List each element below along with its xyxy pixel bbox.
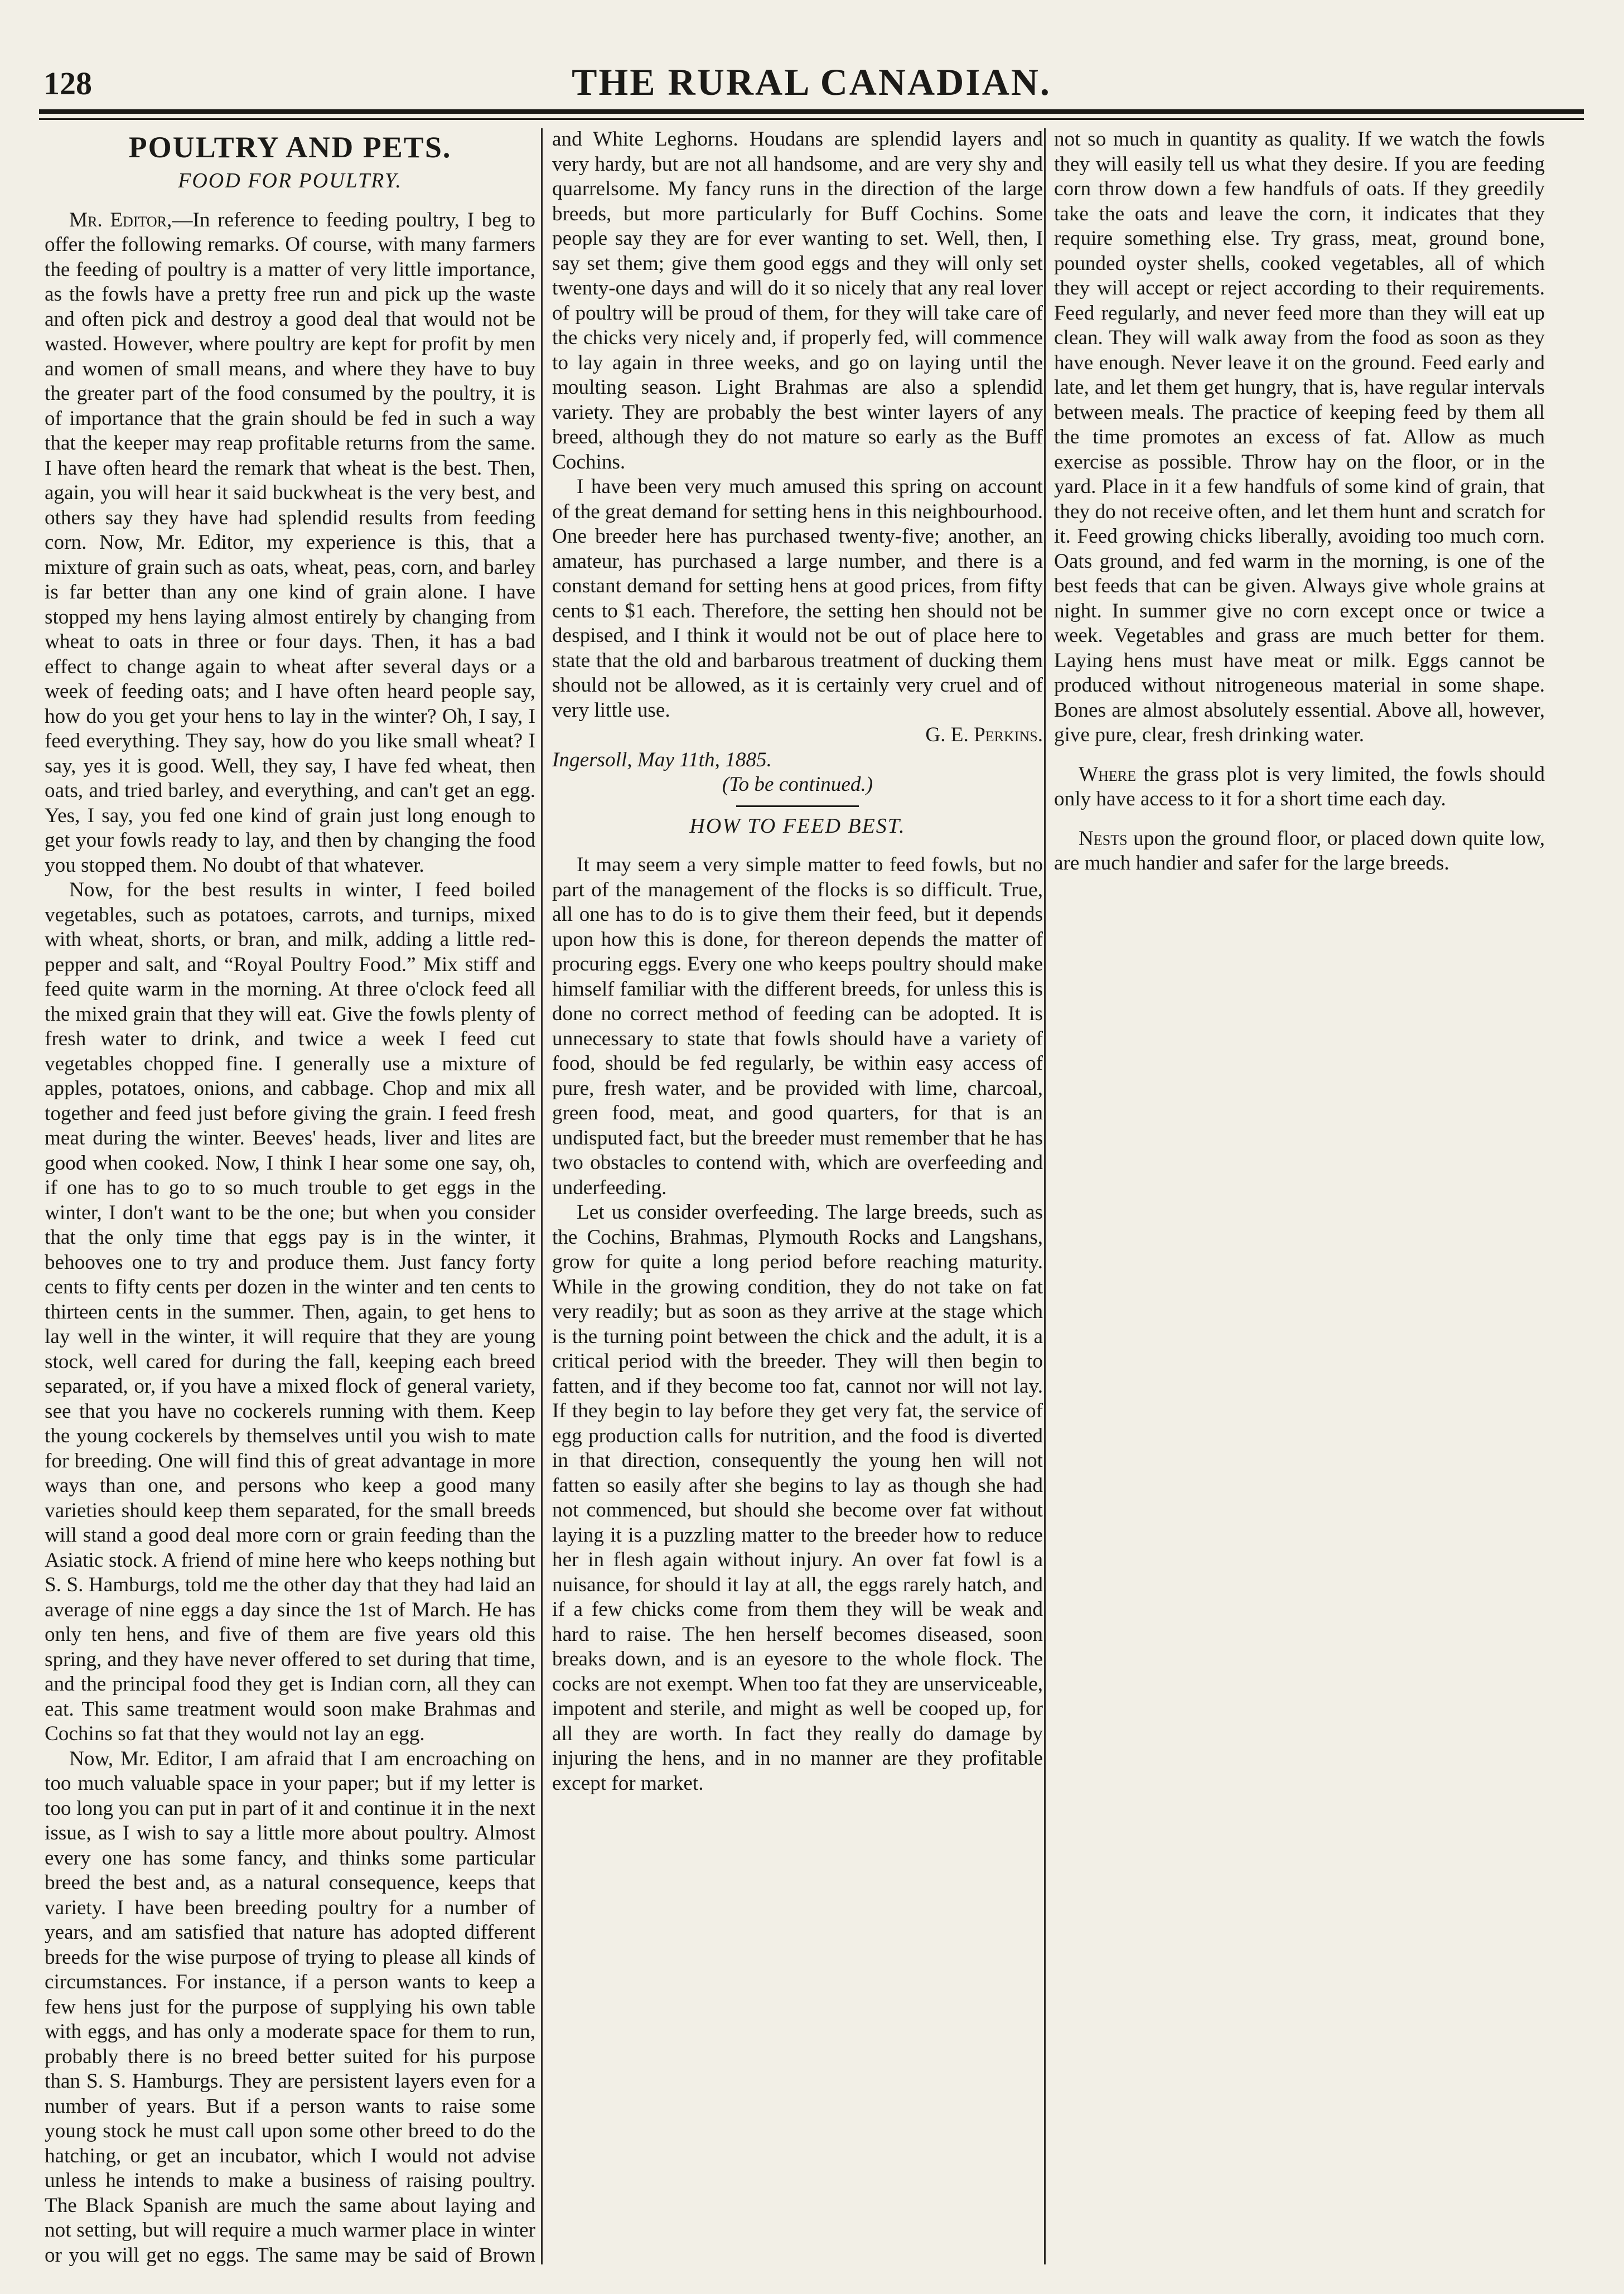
salutation: Mr. Editor, [69,208,172,231]
article-subheading: HOW TO FEED BEST. [689,814,906,838]
section-divider [736,805,859,807]
section-heading: POULTRY AND PETS. [128,131,452,164]
masthead-rule-thick [39,109,1584,114]
column-1 [45,127,535,2268]
note-paragraph: Nests upon the ground floor, or placed down quite low, are much handier and safer for the large breeds. [1054,827,1545,875]
article-paragraph-continued: and White Leghorns. Houdans are splendid layers and very hardy, but are not all handsome, and are very shy and quarrelsome. My fancy runs in the direction of the large breeds, but more particularly for Buff Cochins. Some people say they are for ever wanting to set. Well, then, I say set them; give them good eggs and they will only set twenty-one days and will do it so nicely that any real lover of poultry will be proud of them, for they will take care of the chicks very nicely and, if properly fed, will commence to lay again in three weeks, and go on laying until the moulting season. Light Brahmas are also a splendid variety. They are probably the best winter layers of any breed, although they do not mature so early as the Buff Cochins. [552,128,1043,474]
paper-title: THE RURAL CANADIAN. [572,61,1051,103]
paragraph-gap [1054,812,1545,827]
article-paragraph: It may seem a very simple matter to feed fowls, but no part of the management of the flocks is so difficult. True, all one has to do is to give them their feed, but it depends upon how this is done, for thereon depends the matter of procuring eggs. Every one who keeps poultry should make himself familiar with the different breeds, for unless this is done no correct method of feeding can be adopted. It is unnecessary to state that fowls should have a variety of food, should be fed regularly, be within easy access of pure, fresh water, and be provided with lime, charcoal, green food, meat, and good quarters, for that is an undisputed fact, but the breeder must remember that he has two obstacles to contend with, which are overfeeding and underfeeding. [552,853,1043,1199]
article-paragraph: Now, for the best results in winter, I feed boiled vegetables, such as potatoes, carrots, and turnips, mixed with wheat, shorts, or bran, and milk, adding a little red-pepper and salt, and “Royal Poultry Food.” Mix stiff and feed quite warm in the morning. At three o'clock feed all the mixed grain that they will eat. Give the fowls plenty of fresh water to drink, and twice a week I feed cut vegetables chopped fine. I generally use a mixture of apples, potatoes, onions, and cabbage. Chop and mix all together and feed just before giving the grain. I feed fresh meat during the winter. Beeves' heads, liver and lites are good when cooked. Now, I think I hear some one say, oh, if one has to go to so much trouble to get eggs in the winter, I don't want to be the one; but when you consider that the only time that eggs pay is in the winter, it behooves one to try and produce them. Just fancy forty cents to fifty cents per dozen in the winter and ten cents to thirteen cents in the summer. Then, again, to get hens to lay well in the winter, it will require that they are young stock, well cared for during the fall, keeping each breed separated, or, if you have a mixed flock of general variety, see that you have no cockerels running with them. Keep the young cockerels by themselves until you wish to mate for breeding. One will find this of great advantage in more ways than one, and persons who keep a good many varieties should keep them separated, for the small breeds will stand a good deal more corn or grain feeding than the Asiatic stock. A friend of mine here who keeps nothing but S. S. Hamburgs, told me the other day that they had laid an average of nine eggs a day since the 1st of March. He has only ten hens, and five of them are five years old this spring, and they have never offered to set during that time, and the principal food they get is Indian corn, all they can eat. This same treatment would soon make Brahmas and Cochins so fat that they would not lay an egg. [45,878,535,1745]
dateline: Ingersoll, May 11th, 1885. [552,748,772,771]
article-paragraph: I have been very much amused this spring on account of the great demand for setting hens in this neighbourhood. One breeder here has purchased twenty-five; another, an amateur, has purchased a large number, and there is a constant demand for setting hens at good prices, from fifty cents to $1 each. Therefore, the setting hen should not be despised, and I think it would not be out of place here to state that the old and barbarous treatment of ducking them should not be allowed, as it is certainly very cruel and of very little use. [552,475,1043,722]
continued-note: (To be continued.) [722,773,873,796]
article-paragraph: not so much in quantity as quality. If we watch the fowls they will easily tell us what they desire. If you are feeding corn throw down a few handfuls of oats. If they greedily take the oats and leave the corn, it indicates that they require something else. Try grass, meat, ground bone, pounded oyster shells, cooked vegetables, all of which they will accept or reject according to their requirements. Feed regularly, and never feed more than they will eat up clean. They will walk away from the food as soon as they have enough. Never leave it on the ground. Feed early and late, and let them get hungry, that is, have regular intervals between meals. The practice of keeping feed by them all the time promotes an excess of fat. Allow as much exercise as possible. Throw hay on the floor, or in the yard. Place in it a few handfuls of some kind of grain, that they do not receive often, and let them hunt and scratch for it. Feed growing chicks liberally, avoiding too much corn. Oats ground, and fed warm in the morning, is one of the best feeds that can be given. Always give whole grains at night. In summer give no corn except once or twice a week. Vegetables and grass are much better for them. Laying hens must have meat or milk. Eggs cannot be produced without nitrogeneous material in some shape. Bones are almost absolutely essential. Above all, however, give pure, clear, fresh drinking water. [1054,128,1545,746]
article-paragraph: Mr. Editor,—In reference to feeding poultry, I beg to offer the following remarks. Of course, with many farmers the feeding of poultry is a matter of very little importance, as the fowls have a pretty free run and pick up the waste and often pick and destroy a good deal that would not be wasted. However, where poultry are kept for profit by men and women of small means, and where they have to buy the greater part of the food consumed by the poultry, it is of importance that the grain should be fed in such a way that the keeper may reap profitable returns from the same. I have often heard the remark that wheat is the best. Then, again, you will hear it said buckwheat is the very best, and others say they have had splendid results from feeding corn. Now, Mr. Editor, my experience is this, that a mixture of grain such as oats, wheat, peas, corn, and barley is far better than any one kind of grain alone. I have stopped my hens laying almost entirely by changing from wheat to oats in three or four days. Then, it has a bad effect to change again to wheat after several days or a week of feeding oats; and I have often heard people say, how do you get your hens to lay in the winter? Oh, I say, I feed everything. They say, how do you like small wheat? I say, yes it is good. Well, they say, I have fed wheat, then oats, and tried barley, and everything, and can't get an egg. Yes, I say, you fed one kind of grain just long enough to get your fowls ready to lay, and then by changing the food you stopped them. No doubt of that whatever. [45,208,535,877]
column-divider [1044,128,1046,2264]
article-subheading: FOOD FOR POULTRY. [178,169,402,192]
column-3 [1054,127,1545,2269]
masthead [39,45,1584,106]
article-paragraph-start: Now, Mr. Editor, I am afraid that I am encroaching on too much valuable space in your paper; but if my letter is too long you can put in part of it and continue it in the next issue, as I wish to say a little more about poultry. Almost every one has some fancy, and thinks some particular breed the best and, as a natural consequence, keeps that variety. I have been breeding poultry for a number of years, and am satisfied that nature has adopted different breeds for the wise purpose of trying to please all kinds of circumstances. For instance, if a person wants to keep a few hens just for the purpose of supplying his own table with eggs, and has only a moderate space for them to run, probably there is no breed better suited for his purpose than S. S. Hamburgs. They are persistent layers even for a number of years. But if a person wants to raise some young stock he must call upon some other breed to do the hatching, or get an incubator, which I would not advise unless he intends to make a business of raising poultry. The Black Spanish are much the same about laying and not setting, but will require a much warmer place in winter or you will get no eggs. The same may be said of Brown [45,1747,535,2267]
article-paragraph-start: Let us consider overfeeding. The large breeds, such as the Cochins, Brahmas, Plymouth Rocks and Langshans, grow for quite a long period before reaching maturity. While in the growing condition, they do not take on fat very readily; but as soon as they arrive at the stage which is the turning point between the chick and the adult, it is a critical period with the breeder. They will then begin to fatten, and if they become too fat, cannot nor will not lay. If they begin to lay before they get very fat, the service of egg production calls for nutrition, and the food is diverted in that direction, consequently the young hen will not fatten so easily after she begins to lay as though she had not commenced, but should she become over fat without laying it is a puzzling matter to the breeder how to reduce her in flesh again without injury. An over fat fowl is a nuisance, for should it lay at all, the eggs rarely hatch, and if a few chicks come from them they will be weak and hard to raise. The hen herself becomes diseased, soon breaks down, and is an eyesore to the whole flock. The cocks are not exempt. When too fat they are unserviceable, impotent and sterile, and might as well be cooped up, for all they are worth. In fact they really do damage by injuring the hens, and in no manner are they profitable except for market. [552,1201,1043,1795]
column-divider [541,128,543,2264]
paragraph-gap [1054,748,1545,762]
masthead-rule-thin [39,118,1584,120]
page-number: 128 [44,65,92,102]
column-2 [552,127,1043,2268]
signature: G. E. Perkins. [925,723,1043,746]
note-paragraph: Where the grass plot is very limited, the fowls should only have access to it for a short time each day. [1054,762,1545,810]
